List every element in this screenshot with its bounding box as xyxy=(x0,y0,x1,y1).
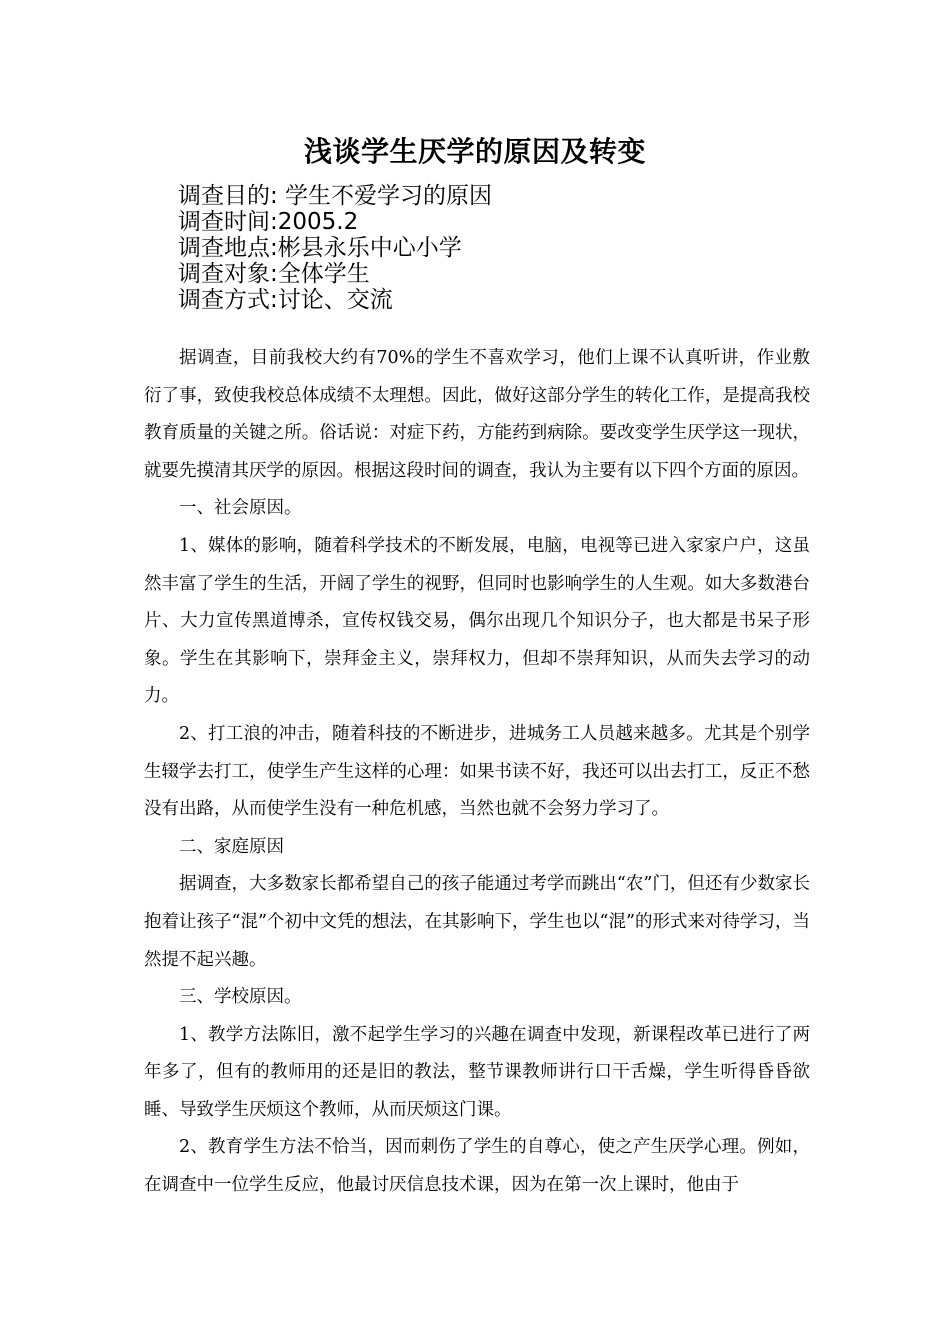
paragraph-family: 据调查，大多数家长都希望自己的孩子能通过考学而跳出“农”门，但还有少数家长抱着让孩子“混”个初中文凭的想法，在其影响下，学生也以“混”的形式来对待学习，当然提不起兴趣。 xyxy=(144,874,810,970)
paragraph-intro: 据调查，目前我校大约有70%的学生不喜欢学习，他们上课不认真听讲，作业敷衍了事，致使我校总体成绩不太理想。因此，做好这部分学生的转化工作，是提高我校教育质量的关键之所。俗话说：对症下药，方能药到病除。要改变学生厌学这一现状，就要先摸清其厌学的原因。根据这段时间的调查，我认为主要有以下四个方面的原因。 xyxy=(144,348,810,481)
survey-purpose: 调查目的: 学生不爱学习的原因 xyxy=(178,183,493,209)
document-body xyxy=(144,340,810,1205)
paragraph-education-method: 2、教育学生方法不恰当，因而刺伤了学生的自尊心，使之产生厌学心理。例如，在调查中一位学生反应，他最讨厌信息技术课，因为在第一次上课时，他由于 xyxy=(144,1137,810,1196)
section-heading-social: 一、社会原因。 xyxy=(179,498,302,519)
section-heading-family: 二、家庭原因 xyxy=(179,836,284,857)
paragraph-teaching-method: 1、教学方法陈旧，激不起学生学习的兴趣在调查中发现，新课程改革已进行了两年多了，但有的教师用的还是旧的教法，整节课教师讲行口干舌燥，学生听得昏昏欲睡、导致学生厌烦这个教师，从而厌烦这门课。 xyxy=(144,1024,810,1120)
survey-method: 调查方式:讨论、交流 xyxy=(178,287,393,313)
survey-info-block xyxy=(178,183,492,313)
section-heading-school: 三、学校原因。 xyxy=(179,987,302,1008)
paragraph-media-influence: 1、媒体的影响，随着科学技术的不断发展，电脑，电视等已进入家家户户，这虽然丰富了学生的生活，开阔了学生的视野，但同时也影响学生的人生观。如大多数港台片、大力宣传黑道博杀，宣传权钱交易，偶尔出现几个知识分子，也大都是书呆子形象。学生在其影响下，崇拜金主义，崇拜权力，但却不崇拜知识，从而失去学习的动力。 xyxy=(144,535,810,707)
survey-subjects: 调查对象:全体学生 xyxy=(178,261,370,287)
document-title: 浅谈学生厌学的原因及转变 xyxy=(303,135,646,168)
survey-location: 调查地点:彬县永乐中心小学 xyxy=(178,235,462,261)
paragraph-migrant-work: 2、打工浪的冲击，随着科技的不断进步，进城务工人员越来越多。尤其是个别学生辍学去打工，使学生产生这样的心理：如果书读不好，我还可以出去打工，反正不愁没有出路，从而使学生没有一种危机感，当然也就不会努力学习了。 xyxy=(144,723,810,820)
survey-time: 调查时间:2005.2 xyxy=(178,209,359,235)
